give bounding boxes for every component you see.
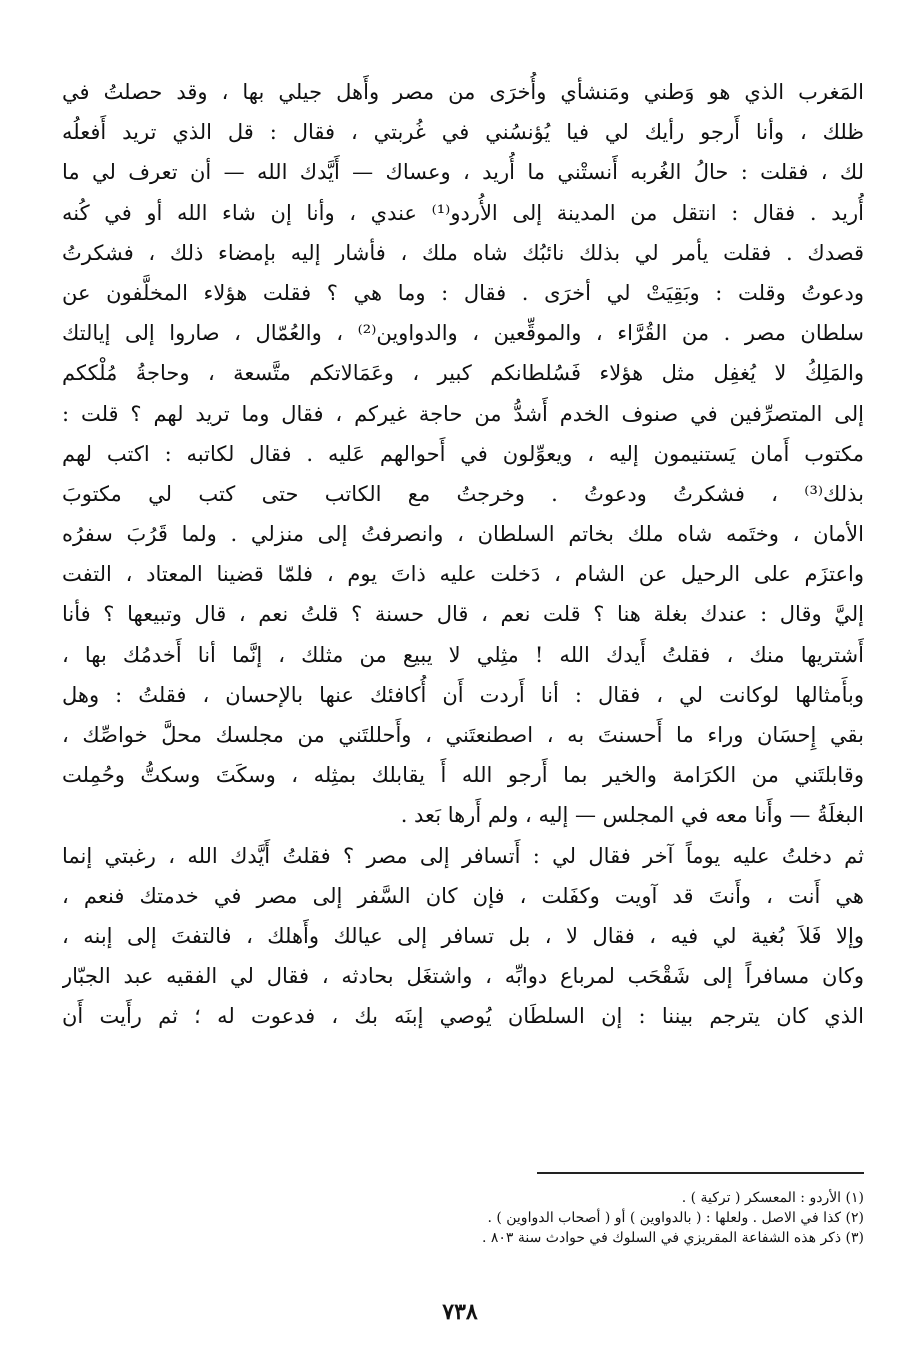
text-line: مكتوب أَمان يَستنيمون إليه ، ويعوِّلون في أَحوالهم عَليه . فقال لكاتبه : اكتب لهم: [62, 441, 864, 466]
text-line: وقابلتَني من الكرَامة والخير بما أَرجو الله أَ يقابلك بمثِله ، وسكَتَ وسكتُّ وحُمِلت: [62, 763, 864, 788]
text-line: وإلا فَلاَ بُغية لي فيه ، فقال لا ، بل تسافر إلى عيالك وأَهلك ، فالتفتَ إلى إبنه ،: [62, 923, 864, 948]
text-line: ودعوتُ وقلت : وبَقِيَتْ لي أخرَى . فقال : وما هي ؟ فقلت هؤلاء المخلَّفون عن: [62, 280, 864, 305]
text-line: أُريد . فقال : انتقل من المدينة إلى الأُردو⁽¹⁾ عندي ، وأنا إن شاء الله أو في كُنه: [62, 200, 864, 225]
text-line: وكان مسافراً إلى شَقْحَب لمرباع دوابِّه ، واشتغَل بحادثه ، فقال لي الفقيه عبد الجبّار: [62, 964, 864, 989]
text-line: لك ، فقلت : حالُ الغُربه أَنستْني ما أُريد ، وعساك — أَيَّدك الله — أن تعرف لي ما: [62, 160, 864, 185]
footnote-divider: [537, 1172, 864, 1174]
text-line: واعتزَم على الرحيل عن الشام ، دَخلت عليه ذاتَ يوم ، فلمّا قضينا المعتاد ، التفت: [62, 562, 864, 587]
footnotes: [300, 1188, 864, 1248]
text-line: ظلك ، وأنا أَرجو رأيك لي فيا يُؤنسُني في غُربتي ، فقال : قل الذي تريد أَفعلُه: [62, 120, 864, 145]
text-line: والمَلِكُ لا يُغفِل مثل هؤلاء فَسُلطانكم كبير ، وعَمَالاتكم متَّسعة ، وحاجةُ مُلْككم: [62, 361, 864, 386]
paragraph-end-line: البغلَةُ — وأَنا معه في المجلس — إليه ، ولم أَرها بَعد .: [400, 803, 864, 828]
text-line: إليَّ وقال : عندك بغلة هنا ؟ قلت نعم ، قال حسنة ؟ قلتُ نعم ، قال وتبيعها ؟ فأنا: [62, 602, 864, 627]
page-number: ٧٣٨: [442, 1299, 478, 1325]
text-line: بقي إِحسَان وراء ما أَحسنتَ به ، اصطنعتَني ، وأَحللتَني من مجلسك محلَّ خواصِّك ،: [62, 723, 864, 747]
footnote-3: (٣) ذكر هذه الشفاعة المقريزي في السلوك في حوادث سنة ٨٠٣ .: [481, 1230, 864, 1246]
text-line: بذلك⁽³⁾ ، فشكرتُ ودعوتُ . وخرجتُ مع الكاتب حتى كتب لي مكتوبَ: [62, 481, 864, 506]
text-line: المَغرب الذي هو وَطني ومَنشأي وأُخرَى من مصر وأَهل جيلي بها ، وقد حصلتُ في: [62, 80, 864, 104]
text-line: أَشتريها منك ، فقلتُ أَيدك الله ! مثِلي لا يبيع من مثلك ، إنَّما أنا أَخدمُك بها ،: [62, 642, 864, 667]
text-line: إلى المتصرِّفين في صنوف الخدم أَشدُّ من حاجة غيركم ، فقال وما تريد لهم ؟ قلت :: [62, 401, 864, 426]
paragraph-start-line: ثم دخلتُ عليه يوماً آخر فقال لي : أَتسافر إلى مصر ؟ فقلتُ أَيَّدك الله ، رغبتي إنما: [62, 843, 864, 868]
text-line: هي أَنت ، وأَنتَ قد آويت وكفَلت ، فإن كان السَّفر إلى مصر في خدمتك فنعم ،: [62, 883, 864, 908]
text-line: سلطان مصر . من القُرَّاء ، والموقِّعين ، والدواوين⁽²⁾ ، والعُمّال ، صاروا إلى إيالتك: [62, 321, 864, 346]
footnote-1: (١) الأردو : المعسكر ( تركية ) .: [681, 1190, 864, 1206]
footnote-2: (٢) كذا في الاصل . ولعلها : ( بالدواوين ) أو ( أصحاب الدواوين ) .: [487, 1210, 864, 1226]
text-line: وبأَمثالها لوكانت لي ، فقال : أنا أَردت أَن أُكافئك عنها بالإحسان ، فقلتُ : وهل: [62, 682, 864, 707]
text-line: قصدك . فقلت يأمر لي بذلك نائبُك شاه ملك ، فأشار إليه بإمضاء ذلك ، فشكرتُ: [62, 240, 864, 265]
main-text: [62, 72, 864, 1037]
text-line: الذي كان يترجم بيننا : إن السلطَان يُوصي إبنَه بك ، فدعوت له ؛ ثم رأَيت أَن: [62, 1004, 864, 1029]
text-line: الأمان ، وختَمه شاه ملك بخاتم السلطان ، وانصرفتُ إلى منزلي . ولما قَرُبَ سفرُه: [62, 522, 864, 547]
